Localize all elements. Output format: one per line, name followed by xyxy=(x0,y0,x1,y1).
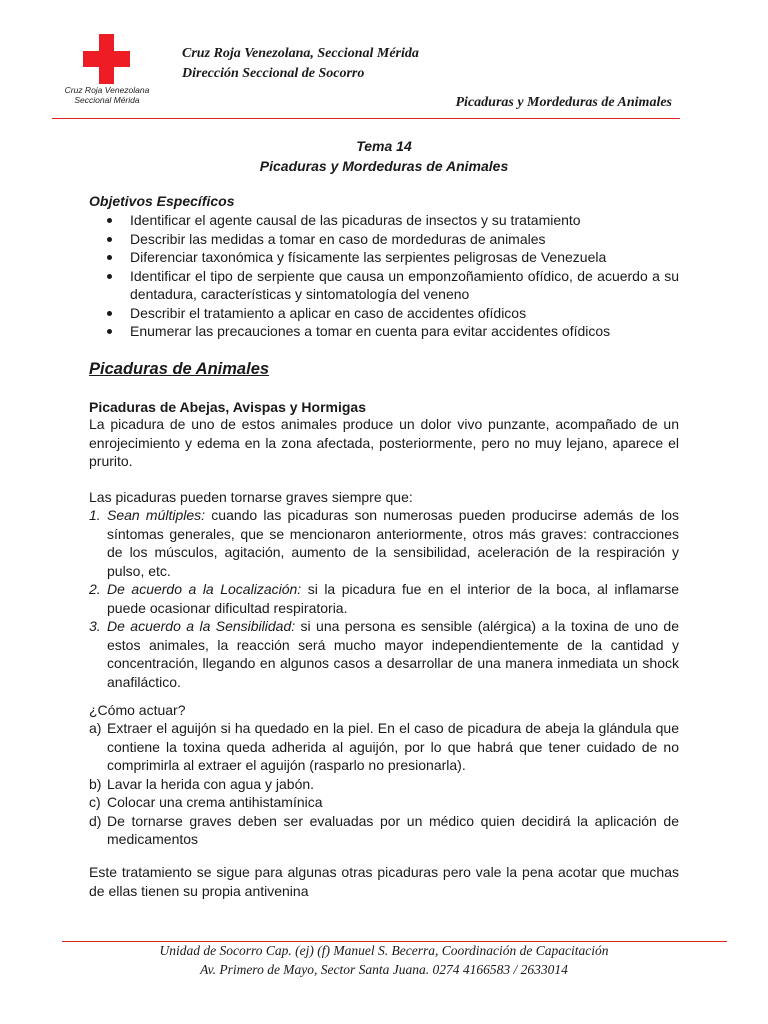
bullet-icon xyxy=(107,237,112,242)
red-cross-logo xyxy=(48,32,168,112)
header-org-line1: Cruz Roja Venezolana, Seccional Mérida xyxy=(182,46,419,61)
header-topic: Picaduras y Mordeduras de Animales xyxy=(455,95,672,110)
objective-item: Diferenciar taxonómica y físicamente las serpientes peligrosas de Venezuela xyxy=(89,248,679,267)
objective-item: Describir el tratamiento a aplicar en caso de accidentes ofídicos xyxy=(89,304,679,323)
logo-caption xyxy=(48,85,166,105)
red-cross-icon xyxy=(83,34,130,84)
how-to-act-list xyxy=(89,719,679,849)
bullet-icon xyxy=(107,311,112,316)
action-item: b) Lavar la herida con agua y jabón. xyxy=(89,775,315,792)
logo-caption-line2: Seccional Mérida xyxy=(74,95,140,105)
action-item: c) Colocar una crema antihistamínica xyxy=(89,794,323,810)
bullet-icon xyxy=(107,274,112,279)
grave-intro: Las picaduras pueden tornarse graves siempre que: xyxy=(89,489,413,505)
action-item: d) De tornarse graves deben ser evaluadas por un médico quien decidirá la aplicación de medicamentos xyxy=(89,812,679,847)
objective-item: Enumerar las precauciones a tomar en cuenta para evitar accidentes ofídicos xyxy=(89,322,679,341)
logo-caption-line1: Cruz Roja Venezolana xyxy=(64,85,150,95)
bullet-icon xyxy=(107,218,112,223)
grave-condition-item: 1. Sean múltiples: cuando las picaduras son numerosas pueden producirse además de los síntomas generales, que se mencionaron anteriormente, otros más graves: contracciones de los músculos, agitación, aumento de la sensibilidad, aceleración de la respiración y pulso, etc. xyxy=(89,507,679,579)
document-title: Picaduras y Mordeduras de Animales xyxy=(259,158,509,174)
objective-item: Identificar el tipo de serpiente que causa un emponzoñamiento ofídico, de acuerdo a su dentadura, características y sintomatología del veneno xyxy=(89,267,679,304)
closing-paragraph: Este tratamiento se sigue para algunas otras picaduras pero vale la pena acotar que muchas de ellas tienen su propia antivenina xyxy=(89,864,679,899)
header-org-line2: Dirección Seccional de Socorro xyxy=(182,66,365,81)
subsection-heading: Picaduras de Abejas, Avispas y Hormigas xyxy=(89,399,367,415)
action-item: a) Extraer el aguijón si ha quedado en la piel. En el caso de picadura de abeja la glándula que contiene la toxina queda adherida al aguijón, por lo que habrá que tener cuidado de no comprimirla al extraer el aguijón (rasparlo no presionarla). xyxy=(89,720,679,773)
grave-condition-item: 3. De acuerdo a la Sensibilidad: si una persona es sensible (alérgica) a la toxina de uno de estos animales, la reacción será mucho mayor independientemente de la cantidad y concentración, llegando en algunos casos a desarrollar de una manera inmediata un shock anafiláctico. xyxy=(89,618,679,690)
objectives-list xyxy=(89,211,679,341)
footer-line2: Av. Primero de Mayo, Sector Santa Juana. 0274 4166583 / 2633014 xyxy=(200,962,568,977)
bullet-icon xyxy=(107,329,112,334)
how-to-act-question: ¿Cómo actuar? xyxy=(89,702,186,718)
section-heading: Picaduras de Animales xyxy=(89,360,270,378)
document-title-number: Tema 14 xyxy=(356,138,412,154)
grave-conditions-list xyxy=(89,506,679,691)
objective-item: Describir las medidas a tomar en caso de mordeduras de animales xyxy=(89,230,679,249)
grave-condition-item: 2. De acuerdo a la Localización: si la picadura fue en el interior de la boca, al inflamarse puede ocasionar dificultad respiratoria. xyxy=(89,581,679,616)
bullet-icon xyxy=(107,255,112,260)
objective-item: Identificar el agente causal de las picaduras de insectos y su tratamiento xyxy=(89,211,679,230)
footer-divider xyxy=(62,941,727,942)
header-divider xyxy=(52,118,680,119)
objectives-heading: Objetivos Específicos xyxy=(89,193,235,209)
intro-paragraph: La picadura de uno de estos animales produce un dolor vivo punzante, acompañado de un enrojecimiento y edema en la zona afectada, posteriormente, pero no muy lejano, aparece el prurito. xyxy=(89,416,679,469)
footer-line1: Unidad de Socorro Cap. (ej) (f) Manuel S. Becerra, Coordinación de Capacitación xyxy=(159,943,609,958)
